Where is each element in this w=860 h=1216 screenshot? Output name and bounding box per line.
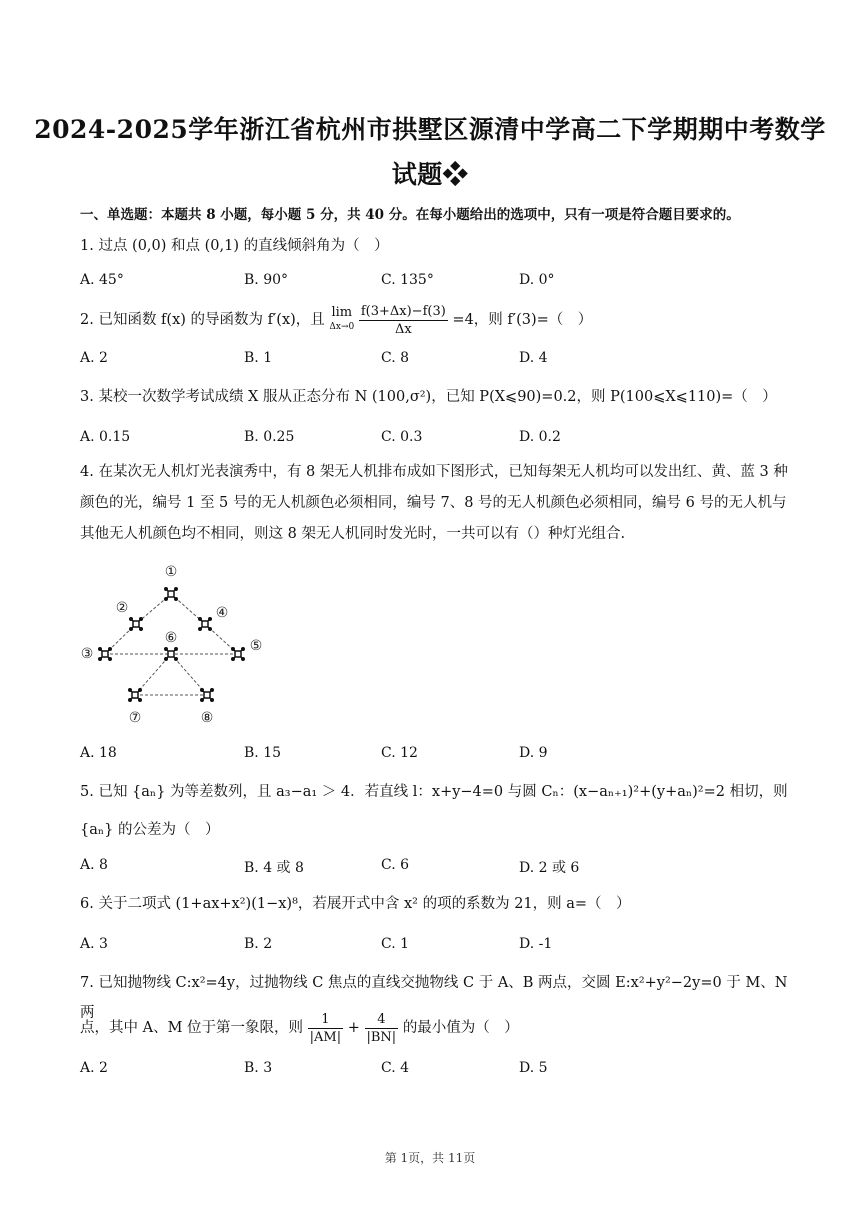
option-d: D. 0.2	[519, 429, 561, 445]
drone-marker-7	[128, 688, 142, 702]
option-c: C. 135°	[381, 272, 434, 288]
drone-marker-2	[129, 617, 143, 631]
question-6-stem: 6. 关于二项式 (1+ax+x²)(1−x)⁸，若展开式中含 x² 的项的系数为 21，则 a=（ ）	[80, 896, 631, 912]
option-b: B. 4 或 8	[244, 860, 304, 876]
page-title: 2024-2025学年浙江省杭州市拱墅区源清中学高二下学期期中考数学	[34, 115, 826, 144]
option-b: B. 0.25	[244, 429, 295, 445]
option-a: A. 18	[80, 745, 117, 761]
option-b: B. 15	[244, 745, 282, 761]
question-6-options	[80, 936, 780, 956]
question-7-stem-a: 7. 已知抛物线 C:x²=4y，过抛物线 C 焦点的直线交抛物线 C 于 A、B 两点，交圆 E:x²+y²−2y=0 于 M、N 两	[80, 975, 788, 1021]
question-5-stem-b: {aₙ} 的公差为（ ）	[80, 822, 220, 838]
drone-label-5: ⑤	[249, 638, 263, 654]
question-4-stem: 4. 在某次无人机灯光表演秀中，有 8 架无人机排布成如下图形式，已知每架无人机均可以发出红、黄、蓝 3 种颜色的光，编号 1 至 5 号的无人机颜色必须相同，编号 7、8 号的无人机颜色必须相同，编号 6 号的无人机与其他无人机颜色均不相同，则这 8 架无人机同时发光时，一共可以有（）种灯光组合.	[80, 464, 788, 542]
option-a: A. 3	[80, 936, 108, 952]
option-c: C. 4	[381, 1060, 410, 1076]
difference-quotient: $\frac{f(3+\Delta x)-f(3)}{\Delta x}$	[360, 303, 446, 337]
drone-label-2: ②	[115, 600, 129, 616]
page-footer: 第 1页，共 11页	[384, 1151, 476, 1165]
fraction-4-over-bn: $\frac{4}{|BN|}$	[366, 1011, 397, 1045]
question-7-text-b2: 的最小值为（ ）	[402, 1020, 519, 1036]
question-5-options	[80, 857, 780, 877]
question-2-text-a: 2. 已知函数 f(x) 的导函数为 f′(x)，且	[80, 312, 325, 328]
option-a: A. 2	[80, 350, 108, 366]
question-3-stem: 3. 某校一次数学考试成绩 X 服从正态分布 N (100,σ²)，已知 P(X⩽90)=0.2，则 P(100⩽X⩽110)=（ ）	[80, 389, 777, 405]
option-a: A. 2	[80, 1060, 108, 1076]
drone-formation-figure	[78, 562, 268, 727]
section-heading: 一、单选题：本题共 8 小题，每小题 5 分，共 40 分。在每小题给出的选项中，只有一项是符合题目要求的。	[80, 207, 740, 223]
question-7-stem-b	[80, 1008, 790, 1048]
drone-label-7: ⑦	[128, 710, 142, 726]
question-5-stem-a: 5. 已知 {aₙ} 为等差数列，且 a₃−a₁ ＞ 4．若直线 l：x+y−4=0 与圆 Cₙ：(x−aₙ₊₁)²+(y+aₙ)²=2 相切，则	[80, 784, 788, 800]
option-c: C. 6	[381, 857, 410, 873]
question-7-options	[80, 1060, 780, 1080]
option-d: D. 4	[519, 350, 548, 366]
option-a: A. 45°	[80, 272, 124, 288]
fraction-1-over-am: $\frac{1}{|AM|}$	[309, 1011, 342, 1045]
drone-label-4: ④	[215, 605, 229, 621]
question-4-options	[80, 745, 780, 765]
option-c: C. 8	[381, 350, 410, 366]
option-d: D. 2 或 6	[519, 860, 580, 876]
drone-marker-5	[231, 647, 245, 661]
option-b: B. 1	[244, 350, 273, 366]
option-b: B. 2	[244, 936, 273, 952]
drone-label-8: ⑧	[200, 710, 214, 726]
question-1-stem: 1. 过点 (0,0) 和点 (0,1) 的直线倾斜角为（ ）	[80, 238, 389, 254]
drone-marker-3	[98, 647, 112, 661]
option-c: C. 0.3	[381, 429, 423, 445]
option-a: A. 8	[80, 857, 108, 873]
option-d: D. 0°	[519, 272, 555, 288]
option-c: C. 1	[381, 936, 410, 952]
question-2-text-b: =4，则 f′(3)=（ ）	[452, 312, 593, 328]
question-2-options	[80, 350, 780, 370]
drone-label-3: ③	[80, 646, 94, 662]
drone-marker-1	[164, 587, 178, 601]
drone-label-6: ⑥	[164, 630, 178, 646]
option-d: D. 5	[519, 1060, 548, 1076]
option-c: C. 12	[381, 745, 418, 761]
limit-expression: lim Δx→0	[329, 305, 355, 332]
option-a: A. 0.15	[80, 429, 131, 445]
page-title-line2: 试题❖	[391, 160, 469, 189]
question-7-text-b1: 点，其中 A、M 位于第一象限，则	[80, 1020, 304, 1036]
drone-label-1: ①	[164, 564, 178, 580]
option-d: D. 9	[519, 745, 548, 761]
question-3-options	[80, 429, 780, 449]
question-2-stem	[80, 300, 790, 340]
drone-marker-4	[198, 617, 212, 631]
option-d: D. -1	[519, 936, 553, 952]
plus-sign: +	[347, 1020, 360, 1036]
option-b: B. 3	[244, 1060, 273, 1076]
question-1-options	[80, 272, 780, 292]
option-b: B. 90°	[244, 272, 289, 288]
